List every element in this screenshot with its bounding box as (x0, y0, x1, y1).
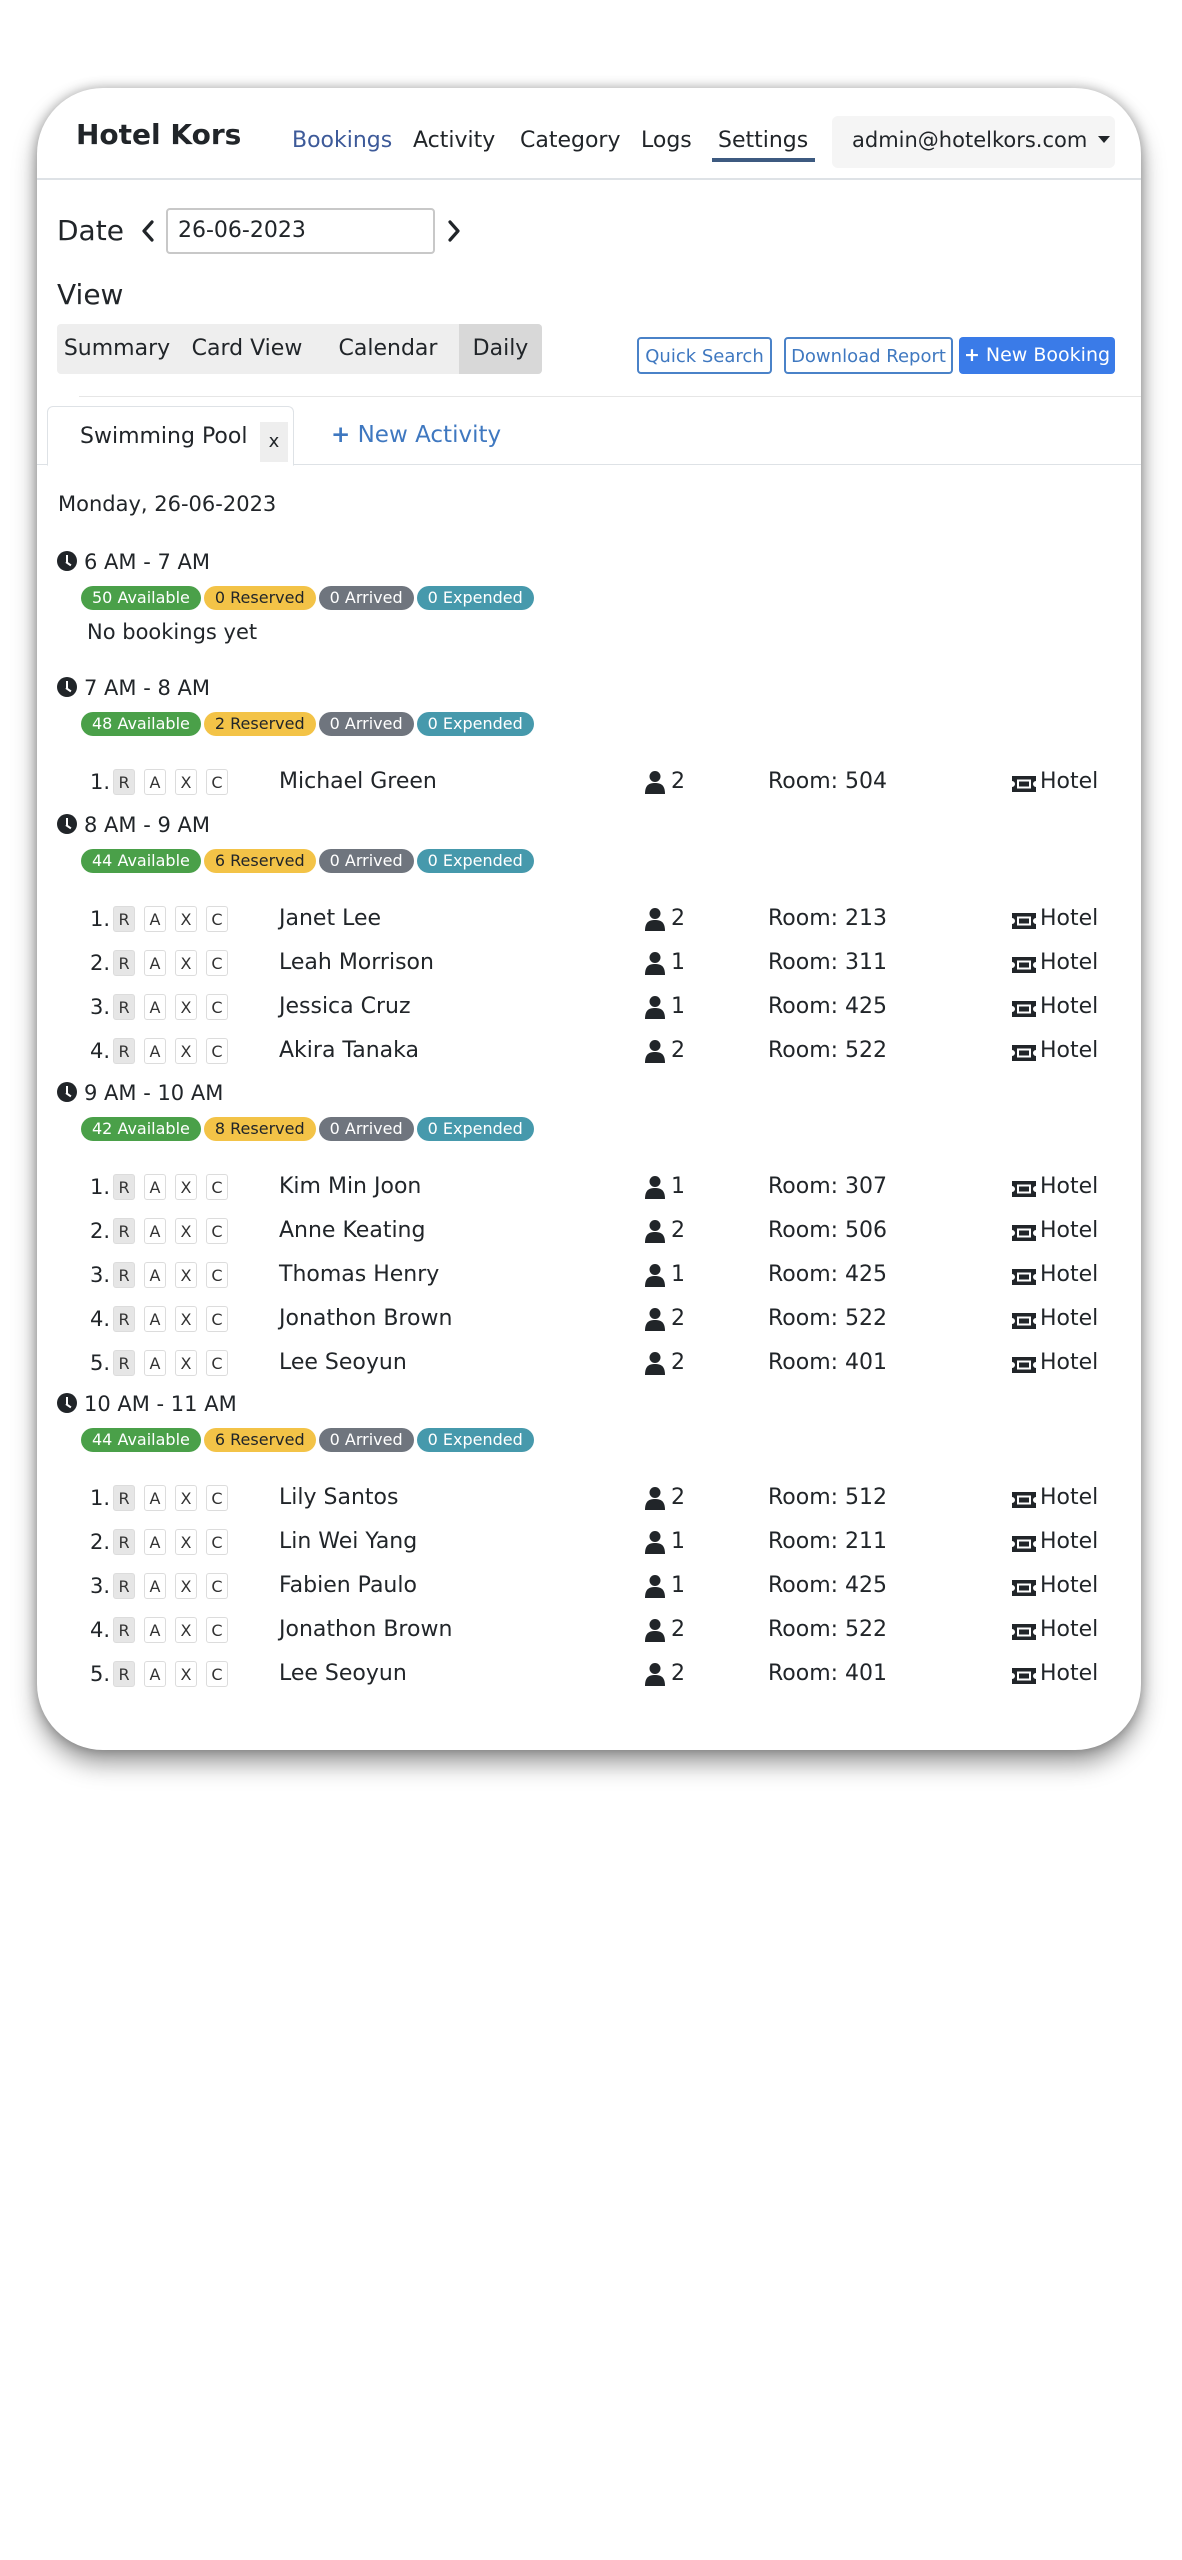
guest-count: 1 (671, 994, 685, 1019)
status-a-button[interactable]: A (144, 1350, 166, 1376)
booking-row (37, 1032, 1141, 1072)
slot-time-label: 7 AM - 8 AM (84, 676, 210, 700)
reserved-badge: 6 Reserved (204, 1428, 316, 1452)
guest-name: Lee Seoyun (279, 1661, 407, 1686)
status-x-button[interactable]: X (175, 1038, 197, 1064)
new-booking-label: New Booking (985, 344, 1111, 366)
status-c-button[interactable]: C (206, 1174, 228, 1200)
status-r-button[interactable]: R (113, 1661, 135, 1687)
view-switcher (57, 324, 542, 374)
slot-time-label: 6 AM - 7 AM (84, 550, 210, 574)
chevron-right-icon[interactable] (442, 216, 466, 246)
slot-time (57, 550, 210, 574)
available-badge: 42 Available (81, 1117, 201, 1141)
status-badges (81, 1428, 537, 1454)
empty-message: No bookings yet (87, 620, 258, 644)
booking-source: Hotel (1040, 1661, 1099, 1686)
row-number: 1. (89, 1175, 110, 1199)
expended-badge: 0 Expended (417, 849, 534, 873)
status-a-button[interactable]: A (144, 994, 166, 1020)
row-number: 4. (89, 1307, 110, 1331)
status-c-button[interactable]: C (206, 1306, 228, 1332)
guest-count: 2 (671, 1617, 685, 1642)
nav-logs[interactable]: Logs (641, 128, 692, 153)
ticket-icon (1011, 1179, 1037, 1199)
person-icon (644, 1307, 666, 1331)
guest-name: Jessica Cruz (279, 994, 411, 1019)
status-r-button[interactable]: R (113, 1218, 135, 1244)
booking-row (37, 1655, 1141, 1695)
person-icon (644, 770, 666, 794)
guest-count: 1 (671, 1573, 685, 1598)
guest-name: Lee Seoyun (279, 1350, 407, 1375)
booking-row (37, 763, 1141, 803)
booking-source: Hotel (1040, 1529, 1099, 1554)
caret-down-icon (1098, 136, 1110, 143)
new-activity-label: New Activity (357, 422, 502, 448)
guest-name: Kim Min Joon (279, 1174, 422, 1199)
status-x-button[interactable]: X (175, 950, 197, 976)
guest-name: Jonathon Brown (279, 1306, 453, 1331)
download-report-button[interactable]: Download Report (784, 337, 953, 374)
row-number: 1. (89, 770, 110, 794)
ticket-icon (1011, 1223, 1037, 1243)
expended-badge: 0 Expended (417, 712, 534, 736)
status-c-button[interactable]: C (206, 769, 228, 795)
booking-source: Hotel (1040, 1573, 1099, 1598)
ticket-icon (1011, 1666, 1037, 1686)
nav-category[interactable]: Category (520, 128, 621, 153)
arrived-badge: 0 Arrived (319, 1428, 414, 1452)
booking-row (37, 900, 1141, 940)
status-a-button[interactable]: A (144, 1306, 166, 1332)
status-x-button[interactable]: X (175, 1174, 197, 1200)
status-c-button[interactable]: C (206, 1529, 228, 1555)
status-c-button[interactable]: C (206, 1573, 228, 1599)
booking-source: Hotel (1040, 1306, 1099, 1331)
status-a-button[interactable]: A (144, 1617, 166, 1643)
ticket-icon (1011, 1622, 1037, 1642)
room-number: Room: 401 (768, 1661, 888, 1686)
status-r-button[interactable]: R (113, 1306, 135, 1332)
guest-name: Lin Wei Yang (279, 1529, 418, 1554)
ticket-icon (1011, 1043, 1037, 1063)
nav-activity[interactable]: Activity (413, 128, 496, 153)
status-r-button[interactable]: R (113, 1174, 135, 1200)
view-summary[interactable]: Summary (63, 336, 171, 361)
guest-name: Akira Tanaka (279, 1038, 419, 1063)
booking-row (37, 1611, 1141, 1651)
room-number: Room: 311 (768, 950, 888, 975)
room-number: Room: 425 (768, 1262, 888, 1287)
status-badges (81, 712, 537, 738)
row-number: 3. (89, 995, 110, 1019)
row-number: 1. (89, 1486, 110, 1510)
status-a-button[interactable]: A (144, 769, 166, 795)
status-r-button[interactable]: R (113, 1038, 135, 1064)
row-number: 5. (89, 1351, 110, 1375)
row-number: 5. (89, 1662, 110, 1686)
row-number: 2. (89, 1219, 110, 1243)
status-x-button[interactable]: X (175, 1350, 197, 1376)
status-c-button[interactable]: C (206, 1218, 228, 1244)
row-number: 4. (89, 1039, 110, 1063)
ticket-icon (1011, 1534, 1037, 1554)
row-number: 2. (89, 951, 110, 975)
status-c-button[interactable]: C (206, 1661, 228, 1687)
chevron-left-icon[interactable] (136, 216, 160, 246)
ticket-icon (1011, 1355, 1037, 1375)
status-x-button[interactable]: X (175, 769, 197, 795)
booking-row (37, 1523, 1141, 1563)
person-icon (644, 995, 666, 1019)
person-icon (644, 1175, 666, 1199)
person-icon (644, 907, 666, 931)
status-a-button[interactable]: A (144, 1573, 166, 1599)
guest-count: 2 (671, 1661, 685, 1686)
room-number: Room: 307 (768, 1174, 888, 1199)
status-x-button[interactable]: X (175, 1529, 197, 1555)
person-icon (644, 1574, 666, 1598)
clock-icon (57, 677, 77, 697)
status-x-button[interactable]: X (175, 1485, 197, 1511)
booking-source: Hotel (1040, 994, 1099, 1019)
status-c-button[interactable]: C (206, 1617, 228, 1643)
guest-count: 1 (671, 1529, 685, 1554)
clock-icon (57, 814, 77, 834)
guest-name: Michael Green (279, 769, 437, 794)
reserved-badge: 8 Reserved (204, 1117, 316, 1141)
view-card[interactable]: Card View (191, 336, 303, 361)
available-badge: 50 Available (81, 586, 201, 610)
status-r-button[interactable]: R (113, 1573, 135, 1599)
room-number: Room: 401 (768, 1350, 888, 1375)
view-label: View (57, 278, 124, 311)
status-x-button[interactable]: X (175, 906, 197, 932)
status-a-button[interactable]: A (144, 1661, 166, 1687)
clock-icon (57, 1393, 77, 1413)
ticket-icon (1011, 955, 1037, 975)
status-x-button[interactable]: X (175, 1661, 197, 1687)
status-a-button[interactable]: A (144, 950, 166, 976)
person-icon (644, 1618, 666, 1642)
person-icon (644, 1662, 666, 1686)
row-number: 1. (89, 907, 110, 931)
arrived-badge: 0 Arrived (319, 1117, 414, 1141)
booking-source: Hotel (1040, 1174, 1099, 1199)
status-a-button[interactable]: A (144, 1262, 166, 1288)
row-number: 4. (89, 1618, 110, 1642)
expended-badge: 0 Expended (417, 1117, 534, 1141)
reserved-badge: 0 Reserved (204, 586, 316, 610)
booking-row (37, 1168, 1141, 1208)
status-a-button[interactable]: A (144, 1485, 166, 1511)
guest-name: Fabien Paulo (279, 1573, 417, 1598)
room-number: Room: 522 (768, 1038, 888, 1063)
guest-count: 2 (671, 1350, 685, 1375)
status-a-button[interactable]: A (144, 1038, 166, 1064)
plus-icon: + (331, 422, 351, 448)
slot-time (57, 1392, 237, 1416)
guest-count: 1 (671, 1174, 685, 1199)
ticket-icon (1011, 999, 1037, 1019)
status-r-button[interactable]: R (113, 950, 135, 976)
guest-count: 2 (671, 769, 685, 794)
ticket-icon (1011, 1267, 1037, 1287)
booking-source: Hotel (1040, 1350, 1099, 1375)
booking-source: Hotel (1040, 769, 1099, 794)
guest-count: 2 (671, 906, 685, 931)
booking-source: Hotel (1040, 906, 1099, 931)
status-a-button[interactable]: A (144, 1174, 166, 1200)
status-r-button[interactable]: R (113, 1617, 135, 1643)
status-x-button[interactable]: X (175, 994, 197, 1020)
slot-time-label: 8 AM - 9 AM (84, 813, 210, 837)
divider (79, 396, 1141, 397)
status-x-button[interactable]: X (175, 1617, 197, 1643)
date-label: Date (57, 214, 124, 247)
arrived-badge: 0 Arrived (319, 849, 414, 873)
room-number: Room: 425 (768, 994, 888, 1019)
guest-count: 2 (671, 1038, 685, 1063)
slot-time (57, 1081, 223, 1105)
app-frame (37, 88, 1141, 1750)
status-x-button[interactable]: X (175, 1218, 197, 1244)
tab-swimming-pool[interactable] (47, 406, 294, 466)
status-c-button[interactable]: C (206, 1262, 228, 1288)
status-r-button[interactable]: R (113, 994, 135, 1020)
status-r-button[interactable]: R (113, 906, 135, 932)
room-number: Room: 213 (768, 906, 888, 931)
status-a-button[interactable]: A (144, 1218, 166, 1244)
tab-label: Swimming Pool (80, 424, 248, 449)
booking-row (37, 1567, 1141, 1607)
person-icon (644, 1039, 666, 1063)
brand-title: Hotel Kors (76, 118, 242, 151)
person-icon (644, 951, 666, 975)
booking-row (37, 1344, 1141, 1384)
person-icon (644, 1530, 666, 1554)
nav-bookings[interactable]: Bookings (292, 128, 393, 153)
guest-count: 2 (671, 1306, 685, 1331)
room-number: Room: 522 (768, 1617, 888, 1642)
row-number: 3. (89, 1574, 110, 1598)
status-r-button[interactable]: R (113, 1350, 135, 1376)
available-badge: 44 Available (81, 849, 201, 873)
expended-badge: 0 Expended (417, 586, 534, 610)
guest-name: Anne Keating (279, 1218, 426, 1243)
status-x-button[interactable]: X (175, 1573, 197, 1599)
expended-badge: 0 Expended (417, 1428, 534, 1452)
guest-name: Lily Santos (279, 1485, 399, 1510)
ticket-icon (1011, 911, 1037, 931)
status-c-button[interactable]: C (206, 906, 228, 932)
status-r-button[interactable]: R (113, 1529, 135, 1555)
status-x-button[interactable]: X (175, 1306, 197, 1332)
status-c-button[interactable]: C (206, 1038, 228, 1064)
room-number: Room: 211 (768, 1529, 888, 1554)
guest-count: 2 (671, 1218, 685, 1243)
ticket-icon (1011, 1578, 1037, 1598)
booking-source: Hotel (1040, 1617, 1099, 1642)
view-daily[interactable]: Daily (459, 324, 542, 374)
new-activity-tab[interactable] (331, 422, 501, 448)
arrived-badge: 0 Arrived (319, 586, 414, 610)
status-badges (81, 849, 537, 875)
day-title: Monday, 26-06-2023 (58, 492, 277, 516)
booking-row (37, 1212, 1141, 1252)
reserved-badge: 6 Reserved (204, 849, 316, 873)
booking-row (37, 1256, 1141, 1296)
status-badges (81, 586, 537, 612)
booking-row (37, 1300, 1141, 1340)
booking-row (37, 944, 1141, 984)
status-c-button[interactable]: C (206, 1350, 228, 1376)
room-number: Room: 504 (768, 769, 888, 794)
ticket-icon (1011, 1490, 1037, 1510)
person-icon (644, 1263, 666, 1287)
person-icon (644, 1486, 666, 1510)
room-number: Room: 522 (768, 1306, 888, 1331)
room-number: Room: 512 (768, 1485, 888, 1510)
ticket-icon (1011, 1311, 1037, 1331)
row-number: 3. (89, 1263, 110, 1287)
booking-row (37, 1479, 1141, 1519)
guest-name: Thomas Henry (279, 1262, 440, 1287)
status-a-button[interactable]: A (144, 1529, 166, 1555)
booking-source: Hotel (1040, 1262, 1099, 1287)
tab-close-button[interactable]: x (260, 422, 288, 462)
arrived-badge: 0 Arrived (319, 712, 414, 736)
guest-count: 1 (671, 950, 685, 975)
room-number: Room: 506 (768, 1218, 888, 1243)
room-number: Room: 425 (768, 1573, 888, 1598)
plus-icon: + (963, 344, 980, 366)
booking-source: Hotel (1040, 1485, 1099, 1510)
booking-source: Hotel (1040, 950, 1099, 975)
person-icon (644, 1219, 666, 1243)
available-badge: 44 Available (81, 1428, 201, 1452)
row-number: 2. (89, 1530, 110, 1554)
date-input[interactable]: 26-06-2023 (166, 208, 435, 254)
booking-source: Hotel (1040, 1038, 1099, 1063)
guest-name: Janet Lee (279, 906, 382, 931)
status-a-button[interactable]: A (144, 906, 166, 932)
navbar (37, 88, 1141, 180)
person-icon (644, 1351, 666, 1375)
guest-name: Jonathon Brown (279, 1617, 453, 1642)
slot-time (57, 676, 210, 700)
nav-settings[interactable]: Settings (718, 128, 809, 153)
booking-row (37, 988, 1141, 1028)
guest-count: 1 (671, 1262, 685, 1287)
booking-source: Hotel (1040, 1218, 1099, 1243)
guest-name: Leah Morrison (279, 950, 434, 975)
available-badge: 48 Available (81, 712, 201, 736)
slot-time-label: 9 AM - 10 AM (84, 1081, 224, 1105)
new-booking-button[interactable] (959, 337, 1115, 374)
slot-time (57, 813, 210, 837)
quick-search-button[interactable]: Quick Search (637, 337, 772, 374)
view-calendar[interactable]: Calendar (338, 336, 438, 361)
slot-time-label: 10 AM - 11 AM (84, 1392, 237, 1416)
account-email: admin@hotelkors.com (852, 128, 1088, 152)
status-r-button[interactable]: R (113, 769, 135, 795)
ticket-icon (1011, 774, 1037, 794)
status-c-button[interactable]: C (206, 950, 228, 976)
status-r-button[interactable]: R (113, 1262, 135, 1288)
clock-icon (57, 1082, 77, 1102)
guest-count: 2 (671, 1485, 685, 1510)
account-dropdown[interactable] (832, 116, 1115, 168)
status-c-button[interactable]: C (206, 1485, 228, 1511)
reserved-badge: 2 Reserved (204, 712, 316, 736)
status-badges (81, 1117, 537, 1143)
clock-icon (57, 551, 77, 571)
status-r-button[interactable]: R (113, 1485, 135, 1511)
status-x-button[interactable]: X (175, 1262, 197, 1288)
status-c-button[interactable]: C (206, 994, 228, 1020)
